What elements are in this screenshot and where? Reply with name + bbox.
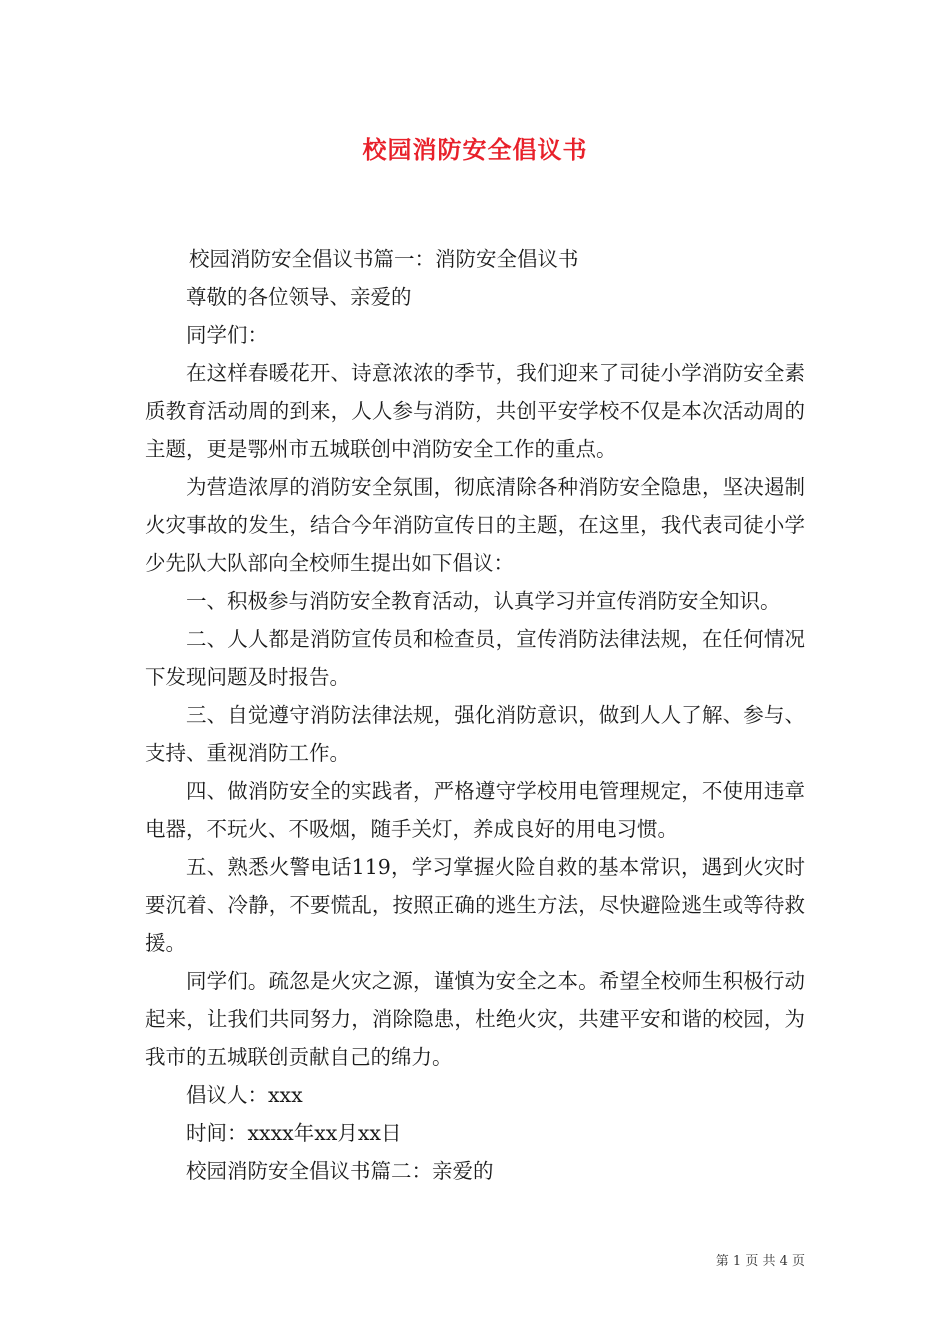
document-body <box>145 240 805 1190</box>
signature-line: 倡议人：xxx <box>186 1083 303 1107</box>
proposal-item: 五、熟悉火警电话119，学习掌握火险自救的基本常识，遇到火灾时要沉着、冷静，不要慌乱，按照正确的逃生方法，尽快避险逃生或等待救援。 <box>145 855 805 955</box>
document-title: 校园消防安全倡议书 <box>362 135 588 164</box>
salutation-line: 尊敬的各位领导、亲爱的 <box>186 285 412 309</box>
section-heading: 校园消防安全倡议书篇二：亲爱的 <box>186 1159 494 1183</box>
proposal-item: 三、自觉遵守消防法律法规，强化消防意识，做到人人了解、参与、支持、重视消防工作。 <box>145 703 805 765</box>
paragraph: 为营造浓厚的消防安全氛围，彻底清除各种消防安全隐患，坚决遏制火灾事故的发生，结合今年消防宣传日的主题，在这里，我代表司徒小学少先队大队部向全校师生提出如下倡议： <box>145 475 805 575</box>
paragraph: 同学们。疏忽是火灾之源，谨慎为安全之本。希望全校师生积极行动起来，让我们共同努力，消除隐患，杜绝火灾，共建平安和谐的校园，为我市的五城联创贡献自己的绵力。 <box>145 969 805 1069</box>
salutation-line: 同学们： <box>186 323 268 347</box>
date-line: 时间：xxxx年xx月xx日 <box>186 1121 402 1145</box>
proposal-item: 一、积极参与消防安全教育活动，认真学习并宣传消防安全知识。 <box>186 589 781 613</box>
proposal-item: 二、人人都是消防宣传员和检查员，宣传消防法律法规，在任何情况下发现问题及时报告。 <box>145 627 805 689</box>
section-heading: 校园消防安全倡议书篇一：消防安全倡议书 <box>189 247 579 271</box>
proposal-item: 四、做消防安全的实践者，严格遵守学校用电管理规定，不使用违章电器，不玩火、不吸烟，随手关灯，养成良好的用电习惯。 <box>145 779 805 841</box>
page-number: 第 1 页 共 4 页 <box>715 1254 805 1269</box>
paragraph: 在这样春暖花开、诗意浓浓的季节，我们迎来了司徒小学消防安全素质教育活动周的到来，人人参与消防，共创平安学校不仅是本次活动周的主题，更是鄂州市五城联创中消防安全工作的重点。 <box>145 361 805 461</box>
